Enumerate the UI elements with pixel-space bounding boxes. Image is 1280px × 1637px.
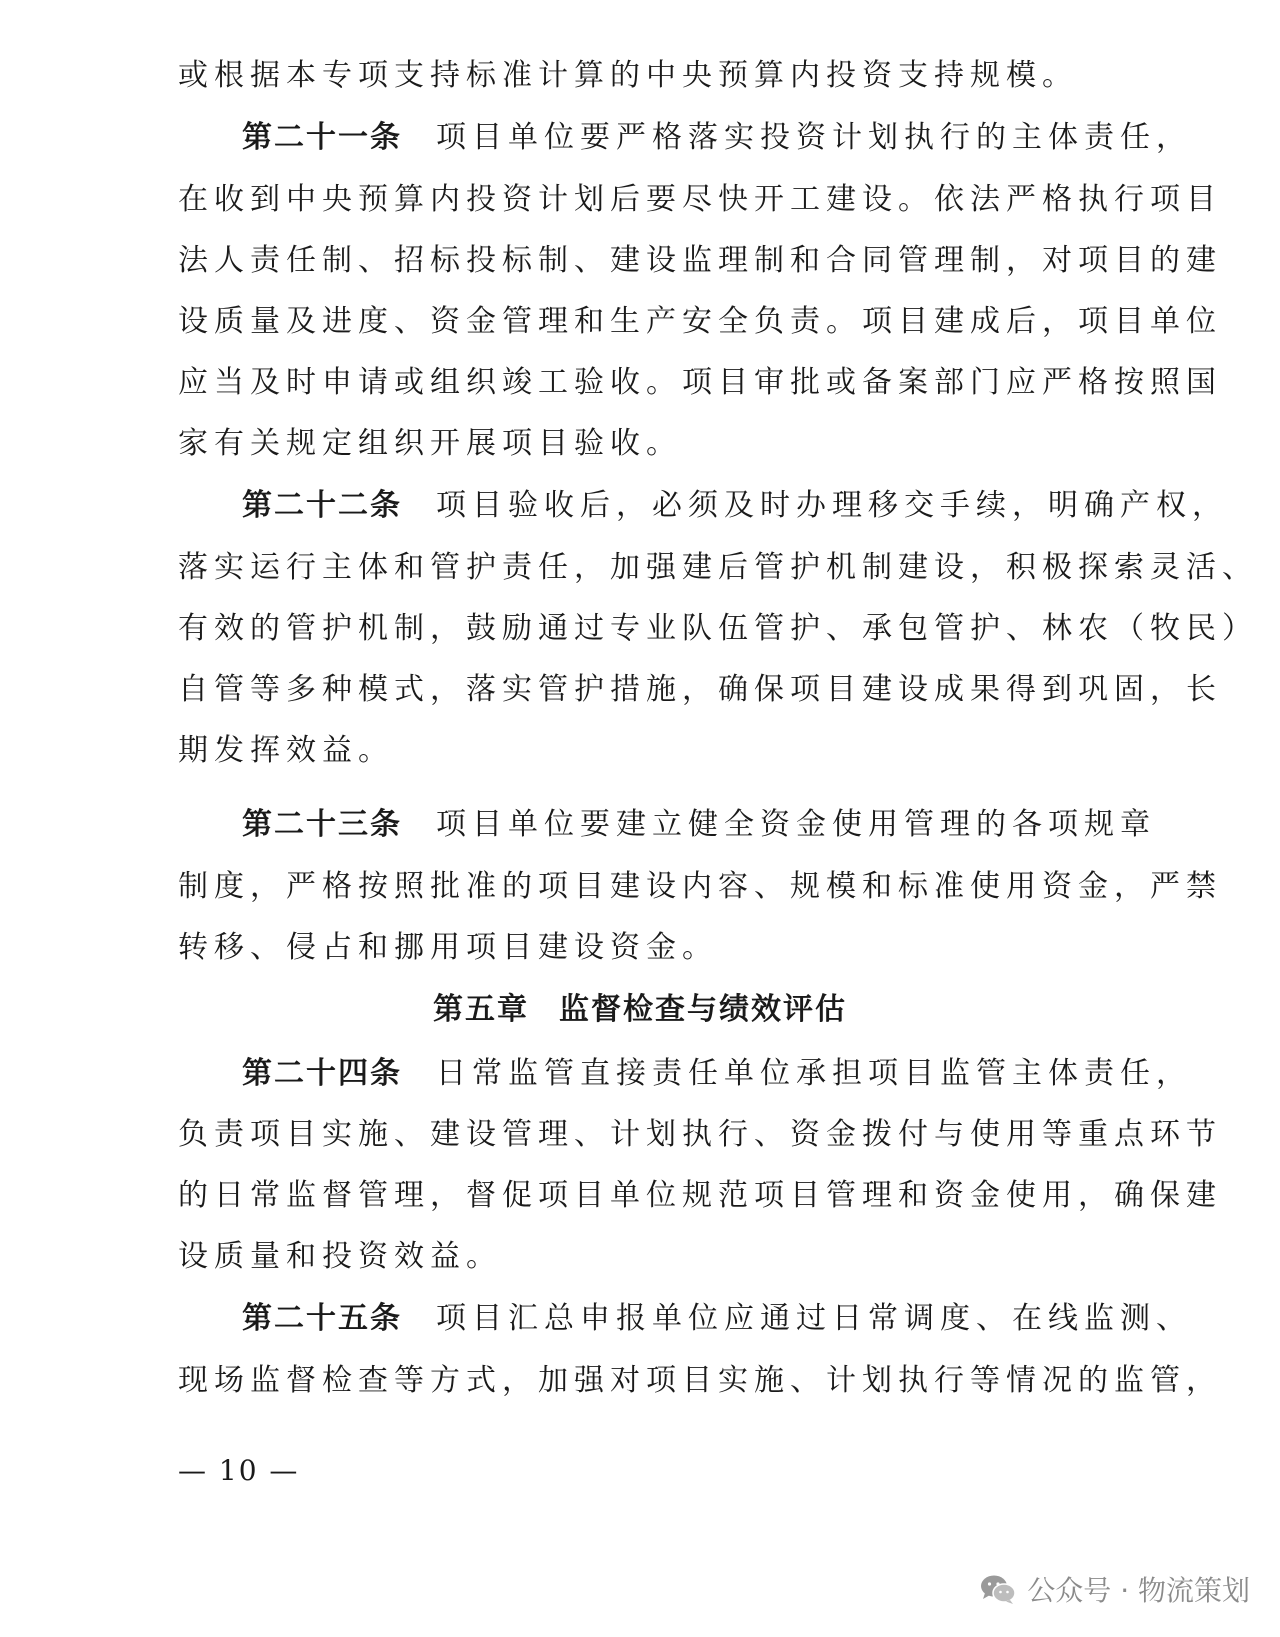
text-line: 落实运行主体和管护责任，加强建后管护机制建设，积极探索灵活、: [178, 550, 1258, 585]
chapter-heading: [0, 990, 1280, 1030]
article-25-line-1: [242, 1299, 1192, 1339]
article-21-title: 第二十一条: [242, 120, 402, 155]
watermark: [979, 1569, 1250, 1609]
text-line: 家有关规定组织开展项目验收。: [178, 426, 682, 461]
text-line: 法人责任制、招标投标制、建设监理制和合同管理制，对项目的建: [178, 243, 1222, 278]
article-22-text: 项目验收后，必须及时办理移交手续，明确产权，: [436, 488, 1228, 523]
text-line: 在收到中央预算内投资计划后要尽快开工建设。依法严格执行项目: [178, 182, 1222, 217]
watermark-text: 公众号 · 物流策划: [1027, 1574, 1250, 1607]
text-line: 设质量及进度、资金管理和生产安全负责。项目建成后，项目单位: [178, 304, 1222, 339]
article-24-line-1: [242, 1054, 1192, 1094]
article-25-text: 项目汇总申报单位应通过日常调度、在线监测、: [436, 1301, 1192, 1336]
text-line: 自管等多种模式，落实管护措施，确保项目建设成果得到巩固，长: [178, 672, 1222, 707]
article-23-line-1: [242, 805, 1192, 845]
text-line: 现场监督检查等方式，加强对项目实施、计划执行等情况的监管，: [178, 1363, 1222, 1398]
article-24-title: 第二十四条: [242, 1056, 402, 1091]
article-23-text: 项目单位要建立健全资金使用管理的各项规章: [436, 807, 1156, 842]
text-line: 制度，严格按照批准的项目建设内容、规模和标准使用资金，严禁: [178, 869, 1222, 904]
article-22-line-1: [242, 486, 1228, 526]
page-number: — 10 —: [178, 1454, 300, 1487]
chapter-number: 第五章: [433, 992, 529, 1027]
article-24-text: 日常监管直接责任单位承担项目监管主体责任，: [436, 1056, 1192, 1091]
article-22-title: 第二十二条: [242, 488, 402, 523]
text-line: 的日常监督管理，督促项目单位规范项目管理和资金使用，确保建: [178, 1178, 1222, 1213]
text-line: 转移、侵占和挪用项目建设资金。: [178, 930, 718, 965]
text-line: 应当及时申请或组织竣工验收。项目审批或备案部门应严格按照国: [178, 365, 1222, 400]
article-21-line-1: [242, 118, 1192, 158]
chapter-title: 监督检查与绩效评估: [559, 992, 847, 1027]
article-21-text: 项目单位要严格落实投资计划执行的主体责任，: [436, 120, 1192, 155]
text-line: 有效的管护机制，鼓励通过专业队伍管护、承包管护、林农（牧民）: [178, 611, 1258, 646]
wechat-icon: [979, 1573, 1017, 1605]
article-23-title: 第二十三条: [242, 807, 402, 842]
article-25-title: 第二十五条: [242, 1301, 402, 1336]
text-line: 负责项目实施、建设管理、计划执行、资金拨付与使用等重点环节: [178, 1117, 1222, 1152]
text-line: 期发挥效益。: [178, 733, 394, 768]
text-line: 设质量和投资效益。: [178, 1239, 502, 1274]
text-line: 或根据本专项支持标准计算的中央预算内投资支持规模。: [178, 58, 1078, 93]
